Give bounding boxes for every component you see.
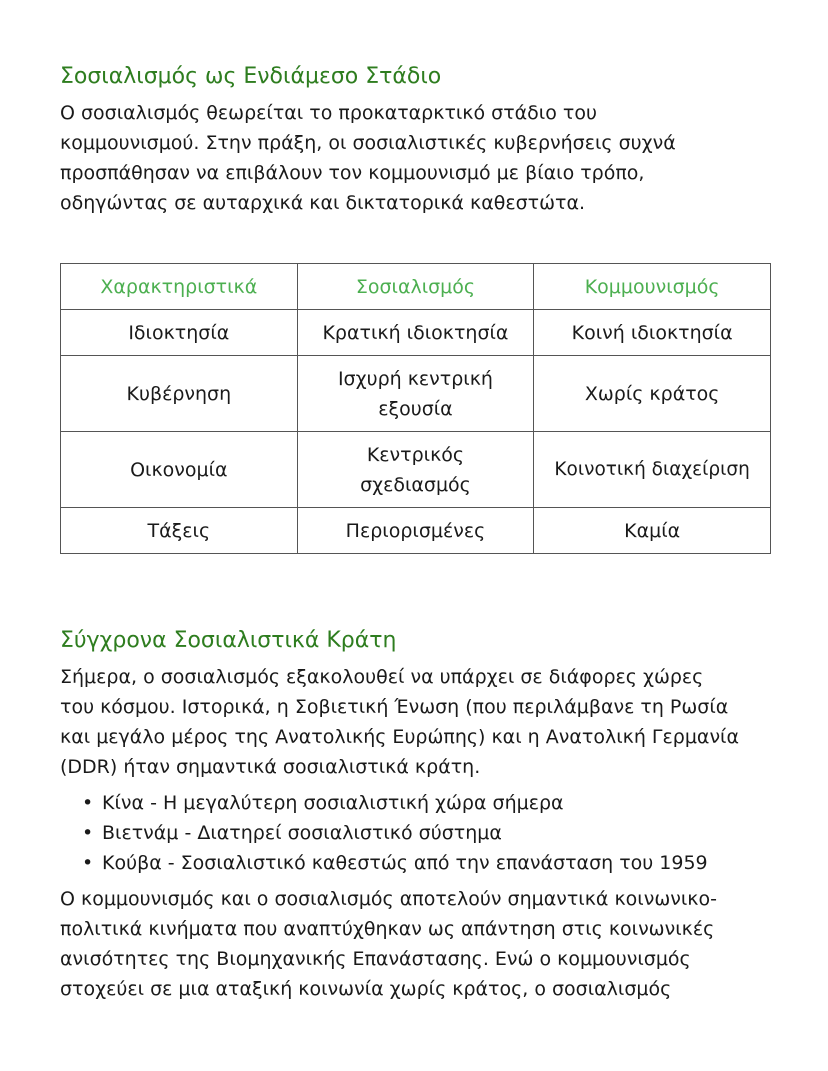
paragraph-line: ανισότητες της Βιομηχανικής Επανάστασης. Ενώ ο κομμουνισμός — [60, 948, 691, 970]
paragraph-line: Ο κομμουνισμός και ο σοσιαλισμός αποτελούν σημαντικά κοινωνικο- — [60, 888, 717, 910]
list-item — [82, 788, 768, 818]
table-cell: Οικονομία — [61, 432, 298, 508]
paragraph-line: πολιτικά κινήματα που αναπτύχθηκαν ως απάντηση στις κοινωνικές — [60, 918, 715, 940]
table-header-cell: Σοσιαλισμός — [297, 264, 534, 310]
table-cell: Κυβέρνηση — [61, 356, 298, 432]
section-paragraph — [60, 98, 768, 218]
table-cell: Κοινή ιδιοκτησία — [534, 310, 771, 356]
section-paragraph — [60, 662, 768, 782]
table-header-cell: Κομμουνισμός — [534, 264, 771, 310]
list-item-text: Βιετνάμ - Διατηρεί σοσιαλιστικό σύστημα — [102, 822, 502, 844]
table-header-row — [61, 264, 771, 310]
table-cell: Χωρίς κράτος — [534, 356, 771, 432]
list-item — [82, 848, 768, 878]
table-row — [61, 508, 771, 554]
table-cell: Ιδιοκτησία — [61, 310, 298, 356]
comparison-table — [60, 263, 771, 554]
section-title-modern-socialist-states: Σύγχρονα Σοσιαλιστικά Κράτη — [60, 628, 397, 653]
bullet-icon: • — [82, 792, 94, 814]
closing-paragraph — [60, 884, 768, 1004]
list-item-text: Κίνα - Η μεγαλύτερη σοσιαλιστική χώρα σήμερα — [102, 792, 564, 814]
socialist-states-list — [60, 788, 768, 878]
table-row — [61, 432, 771, 508]
table-cell: Κρατική ιδιοκτησία — [297, 310, 534, 356]
table-cell: Ισχυρή κεντρική εξουσία — [297, 356, 534, 432]
table-row — [61, 310, 771, 356]
table-cell: Καμία — [534, 508, 771, 554]
table-cell: Κοινοτική διαχείριση — [534, 432, 771, 508]
paragraph-line: (DDR) ήταν σημαντικά σοσιαλιστικά κράτη. — [60, 756, 481, 778]
paragraph-line: και μεγάλο μέρος της Ανατολικής Ευρώπης) και η Ανατολική Γερμανία — [60, 726, 740, 748]
paragraph-line: Σήμερα, ο σοσιαλισμός εξακολουθεί να υπάρχει σε διάφορες χώρες — [60, 666, 704, 688]
paragraph-line: προσπάθησαν να επιβάλουν τον κομμουνισμό με βίαιο τρόπο, — [60, 162, 645, 184]
table-cell: Περιορισμένες — [297, 508, 534, 554]
list-item — [82, 818, 768, 848]
paragraph-line: οδηγώντας σε αυταρχικά και δικτατορικά καθεστώτα. — [60, 192, 586, 214]
paragraph-line: στοχεύει σε μια αταξική κοινωνία χωρίς κράτος, ο σοσιαλισμός — [60, 978, 672, 1000]
paragraph-line: Ο σοσιαλισμός θεωρείται το προκαταρκτικό στάδιο του — [60, 102, 597, 124]
list-item-text: Κούβα - Σοσιαλιστικό καθεστώς από την επανάσταση του 1959 — [102, 852, 708, 874]
section-title-intermediate-stage: Σοσιαλισμός ως Ενδιάμεσο Στάδιο — [60, 64, 442, 89]
paragraph-line: κομμουνισμού. Στην πράξη, οι σοσιαλιστικές κυβερνήσεις συχνά — [60, 132, 676, 154]
paragraph-line: του κόσμου. Ιστορικά, η Σοβιετική Ένωση (που περιλάμβανε τη Ρωσία — [60, 696, 729, 718]
table-cell: Κεντρικός σχεδιασμός — [297, 432, 534, 508]
table-header-cell: Χαρακτηριστικά — [61, 264, 298, 310]
bullet-icon: • — [82, 852, 94, 874]
bullet-icon: • — [82, 822, 94, 844]
table-cell: Τάξεις — [61, 508, 298, 554]
table-row — [61, 356, 771, 432]
